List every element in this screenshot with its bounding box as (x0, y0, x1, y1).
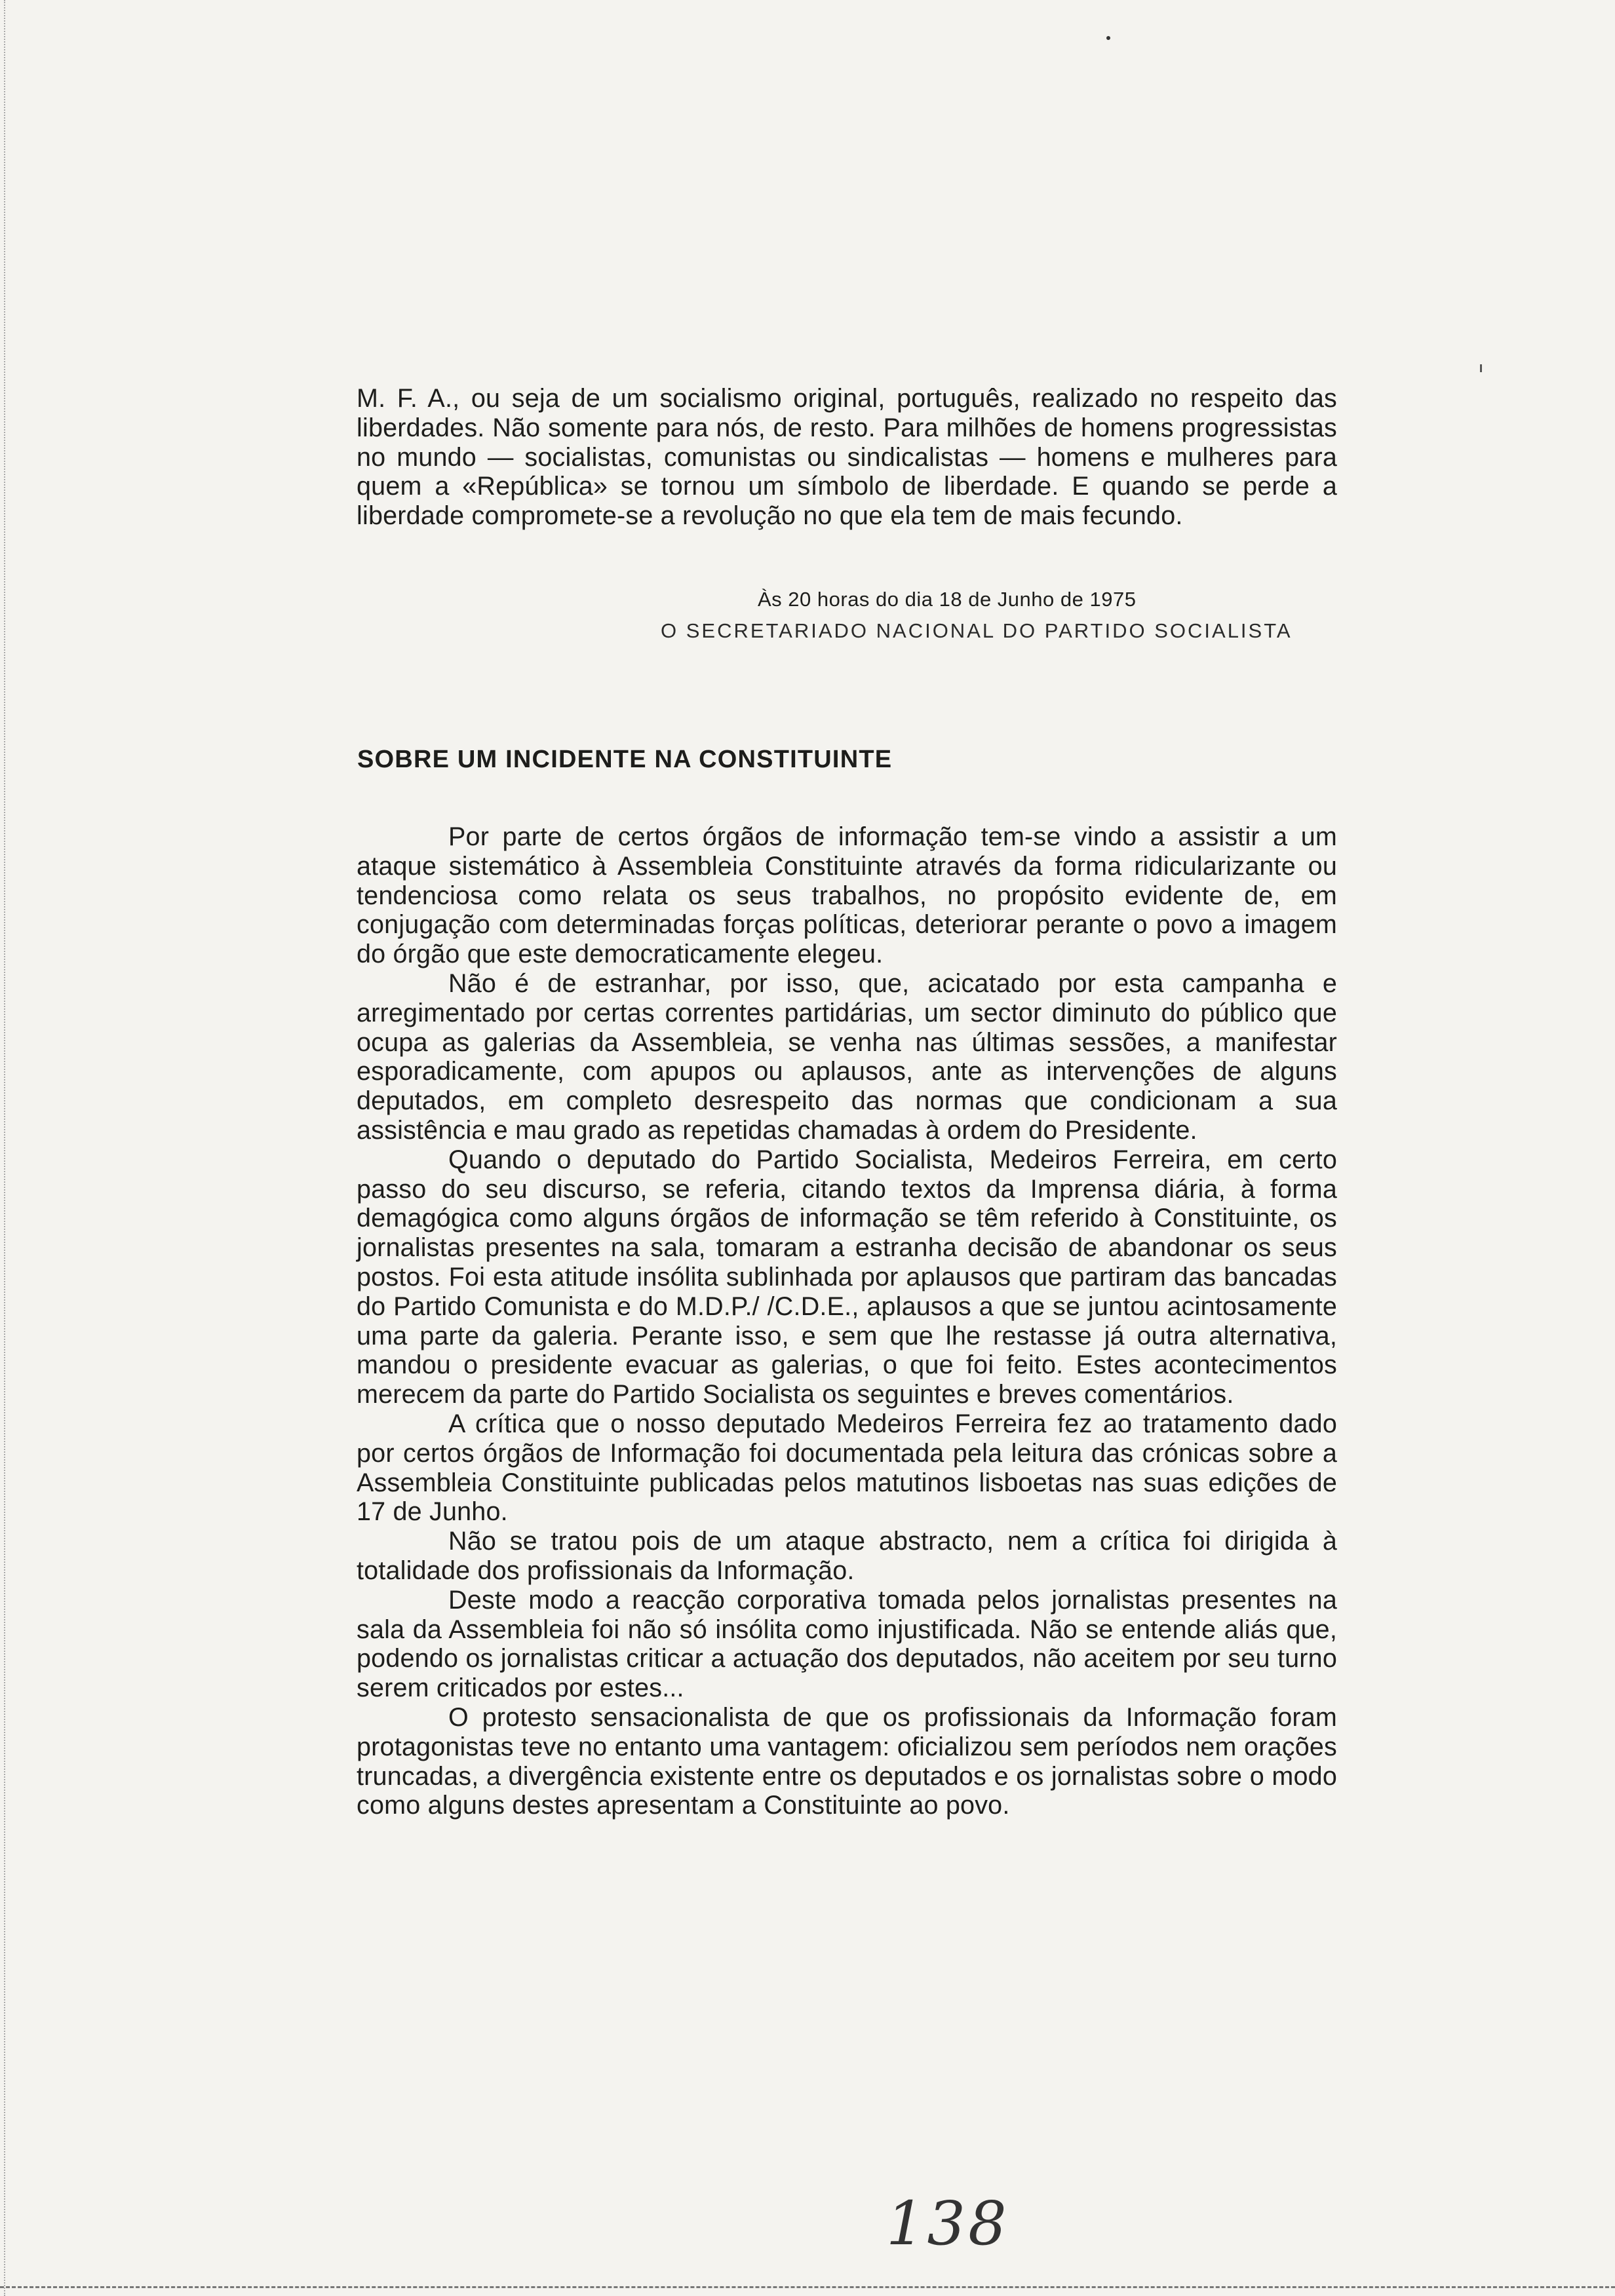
intro-paragraph: M. F. A., ou seja de um socialismo original, português, realizado no respeito das liberdades. Não somente para nós, de resto. Para milhões de homens progressistas no mundo — socialistas, comunistas ou sindicalistas — homens e mulheres para quem a «República» se tornou um símbolo de liberdade. E quando se perde a liberdade compromete-se a revolução no que ela tem de mais fecundo. (357, 384, 1337, 531)
margin-mark (1480, 364, 1482, 372)
signature-date: Às 20 horas do dia 18 de Junho de 1975 (758, 588, 1137, 611)
signature-block (661, 584, 1316, 647)
signature-organization: O SECRETARIADO NACIONAL DO PARTIDO SOCIALISTA (661, 619, 1293, 642)
handwritten-page-number: 138 (886, 2189, 1009, 2259)
body-paragraph: O protesto sensacionalista de que os profissionais da Informação foram protagonistas teve no entanto uma vantagem: oficializou sem períodos nem orações truncadas, a divergência existente entre os deputados e os jornalistas sobre o modo como alguns destes apresentam a Constituinte ao povo. (357, 1702, 1337, 1820)
body-paragraph: Não se tratou pois de um ataque abstracto, nem a crítica foi dirigida à totalidade dos profissionais da Informação. (357, 1527, 1337, 1585)
body-paragraph: Não é de estranhar, por isso, que, acicatado por esta campanha e arregimentado por certas correntes partidárias, um sector diminuto do público que ocupa as galerias da Assembleia, se venha nas últimas sessões, a manifestar esporadicamente, com apupos ou aplausos, ante as intervenções de alguns deputados, em completo desrespeito das normas que condicionam a sua assistência e mau grado as repetidas chamadas à ordem do Presidente. (357, 968, 1337, 1145)
intro-block (357, 384, 1337, 531)
scan-edge (4, 0, 5, 2296)
article-body (357, 822, 1337, 1820)
body-paragraph: Deste modo a reacção corporativa tomada pelos jornalistas presentes na sala da Assembleia foi não só insólita como injustificada. Não se entende aliás que, podendo os jornalistas criticar a actuação dos deputados, não aceitem por seu turno serem criticados por estes... (357, 1585, 1337, 1703)
body-paragraph: Por parte de certos órgãos de informação tem-se vindo a assistir a um ataque sistemático à Assembleia Constituinte através da forma ridicularizante ou tendenciosa como relata os seus trabalhos, no propósito evidente de, em conjugação com determinadas forças políticas, deteriorar perante o povo a imagem do órgão que este democraticamente elegeu. (357, 822, 1337, 969)
body-paragraph: A crítica que o nosso deputado Medeiros Ferreira fez ao tratamento dado por certos órgãos de Informação foi documentada pela leitura das crónicas sobre a Assembleia Constituinte publicadas pelos matutinos lisboetas nas suas edições de 17 de Junho. (357, 1409, 1337, 1527)
body-paragraph: Quando o deputado do Partido Socialista, Medeiros Ferreira, em certo passo do seu discurso, se referia, citando textos da Imprensa diária, à forma demagógica como alguns órgãos de informação se têm referido à Constituinte, os jornalistas presentes na sala, tomaram a estranha decisão de abandonar os seus postos. Foi esta atitude insólita sublinhada por aplausos que partiram das bancadas do Partido Comunista e do M.D.P./ /C.D.E., aplausos a que se juntou acintosamente uma parte da galeria. Perante isso, e sem que lhe restasse já outra alternativa, mandou o presidente evacuar as galerias, o que foi feito. Estes acontecimentos merecem da parte do Partido Socialista os seguintes e breves comentários. (357, 1145, 1337, 1409)
scan-bottom-edge (0, 2286, 1615, 2288)
scan-speck (1106, 36, 1110, 40)
section-title: SOBRE UM INCIDENTE NA CONSTITUINTE (357, 746, 893, 773)
